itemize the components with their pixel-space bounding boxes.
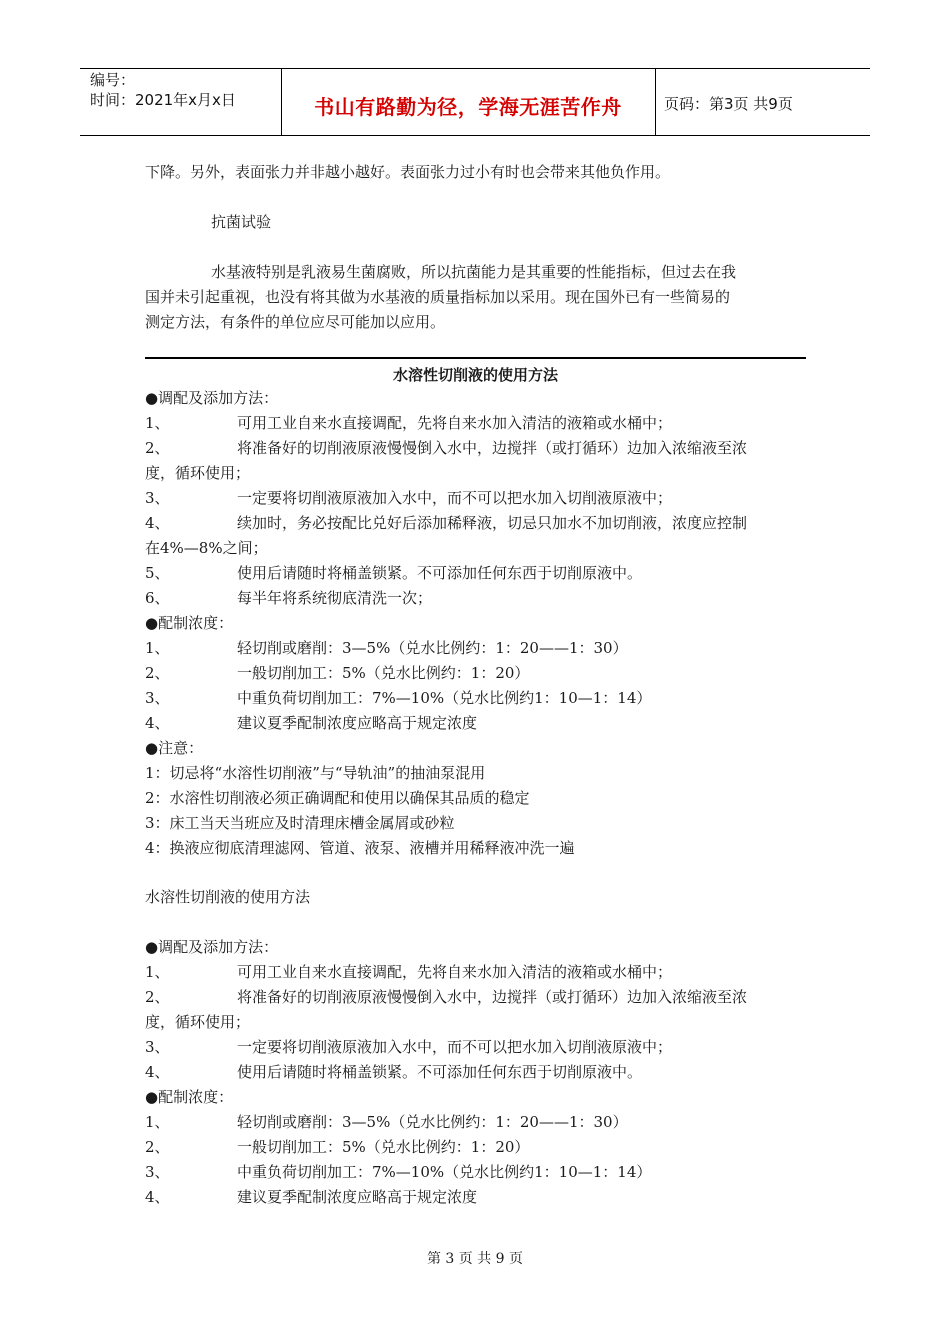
section1-concentration-heading: ●配制浓度： <box>145 614 234 632</box>
header-time-label: 时间：2021年x月x日 <box>90 91 236 109</box>
note-item: 2：水溶性切削液必须正确调配和使用以确保其品质的稳定 <box>145 789 530 807</box>
intro-paragraph-line-2: 国并未引起重视，也没有将其做为水基液的质量指标加以采用。现在国外已有一些简易的 <box>145 288 731 306</box>
list-item-continuation: 度，循环使用； <box>145 1013 251 1031</box>
section2-mix-heading: ●调配及添加方法： <box>145 938 279 956</box>
section1-mix-heading: ●调配及添加方法： <box>145 389 279 407</box>
list-item-text: 将准备好的切削液原液慢慢倒入水中，边搅拌（或打循环）边加入浓缩液至浓 <box>237 988 748 1006</box>
intro-paragraph-line-3: 测定方法，有条件的单位应尽可能加以应用。 <box>145 313 446 331</box>
list-item-text: 一般切削加工：5%（兑水比例约：1：20） <box>237 1138 530 1156</box>
list-item-text: 轻切削或磨削：3—5%（兑水比例约：1：20——1：30） <box>237 639 628 657</box>
list-item-number: 1、 <box>145 414 170 432</box>
header-page-info: 页码：第3页 共9页 <box>664 95 793 113</box>
list-item-text: 可用工业自来水直接调配，先将自来水加入清洁的液箱或水桶中； <box>237 963 673 981</box>
list-item-text: 中重负荷切削加工：7%—10%（兑水比例约1：10—1：14） <box>237 1163 652 1181</box>
list-item-number: 4、 <box>145 714 170 732</box>
list-item-text: 使用后请随时将桶盖锁紧。不可添加任何东西于切削原液中。 <box>237 564 643 582</box>
list-item-number: 1、 <box>145 1113 170 1131</box>
header-bottom-border <box>80 135 870 136</box>
list-item-number: 1、 <box>145 639 170 657</box>
intro-paragraph-line-1: 水基液特别是乳液易生菌腐败，所以抗菌能力是其重要的性能指标，但过去在我 <box>211 263 737 281</box>
list-item-number: 4、 <box>145 1063 170 1081</box>
section-divider <box>145 357 806 359</box>
list-item-text: 轻切削或磨削：3—5%（兑水比例约：1：20——1：30） <box>237 1113 628 1131</box>
list-item-text: 一定要将切削液原液加入水中，而不可以把水加入切削液原液中； <box>237 1038 673 1056</box>
list-item-text: 建议夏季配制浓度应略高于规定浓度 <box>237 714 478 732</box>
list-item-number: 3、 <box>145 689 170 707</box>
header-divider-right <box>655 68 656 136</box>
header-meta <box>90 70 236 110</box>
list-item-text: 中重负荷切削加工：7%—10%（兑水比例约1：10—1：14） <box>237 689 652 707</box>
header-top-border <box>80 68 870 69</box>
list-item-number: 4、 <box>145 514 170 532</box>
note-item: 3：床工当天当班应及时清理床槽金属屑或砂粒 <box>145 814 455 832</box>
list-item-number: 2、 <box>145 664 170 682</box>
list-item-text: 建议夏季配制浓度应略高于规定浓度 <box>237 1188 478 1206</box>
list-item-number: 4、 <box>145 1188 170 1206</box>
list-item-number: 3、 <box>145 489 170 507</box>
list-item-number: 2、 <box>145 988 170 1006</box>
header-number-label: 编号： <box>90 71 136 89</box>
list-item-text: 可用工业自来水直接调配，先将自来水加入清洁的液箱或水桶中； <box>237 414 673 432</box>
section2-title: 水溶性切削液的使用方法 <box>145 888 311 906</box>
list-item-number: 6、 <box>145 589 170 607</box>
list-item-text: 续加时，务必按配比兑好后添加稀释液，切忌只加水不加切削液，浓度应控制 <box>237 514 748 532</box>
list-item-text: 将准备好的切削液原液慢慢倒入水中，边搅拌（或打循环）边加入浓缩液至浓 <box>237 439 748 457</box>
note-item: 4：换液应彻底清理滤网、管道、液泵、液槽并用稀释液冲洗一遍 <box>145 839 575 857</box>
section1-title: 水溶性切削液的使用方法 <box>392 366 558 384</box>
list-item-number: 5、 <box>145 564 170 582</box>
note-item: 1：切忌将“水溶性切削液”与“导轨油”的抽油泵混用 <box>145 764 486 782</box>
list-item-number: 3、 <box>145 1038 170 1056</box>
list-item-number: 1、 <box>145 963 170 981</box>
list-item-number: 2、 <box>145 1138 170 1156</box>
header-motto: 书山有路勤为径，学海无涯苦作舟 <box>314 95 622 119</box>
list-item-text: 一般切削加工：5%（兑水比例约：1：20） <box>237 664 530 682</box>
list-item-continuation: 在4%—8%之间； <box>145 539 268 557</box>
header-divider-left <box>281 68 282 136</box>
list-item-number: 3、 <box>145 1163 170 1181</box>
subheading-antibacterial: 抗菌试验 <box>211 213 272 231</box>
section2-concentration-heading: ●配制浓度： <box>145 1088 234 1106</box>
list-item-number: 2、 <box>145 439 170 457</box>
intro-line: 下降。另外，表面张力并非越小越好。表面张力过小有时也会带来其他负作用。 <box>145 163 671 181</box>
page-footer: 第 3 页 共 9 页 <box>426 1251 524 1267</box>
list-item-text: 每半年将系统彻底清洗一次； <box>237 589 433 607</box>
list-item-text: 使用后请随时将桶盖锁紧。不可添加任何东西于切削原液中。 <box>237 1063 643 1081</box>
list-item-continuation: 度，循环使用； <box>145 464 251 482</box>
section1-note-heading: ●注意： <box>145 739 204 757</box>
list-item-text: 一定要将切削液原液加入水中，而不可以把水加入切削液原液中； <box>237 489 673 507</box>
